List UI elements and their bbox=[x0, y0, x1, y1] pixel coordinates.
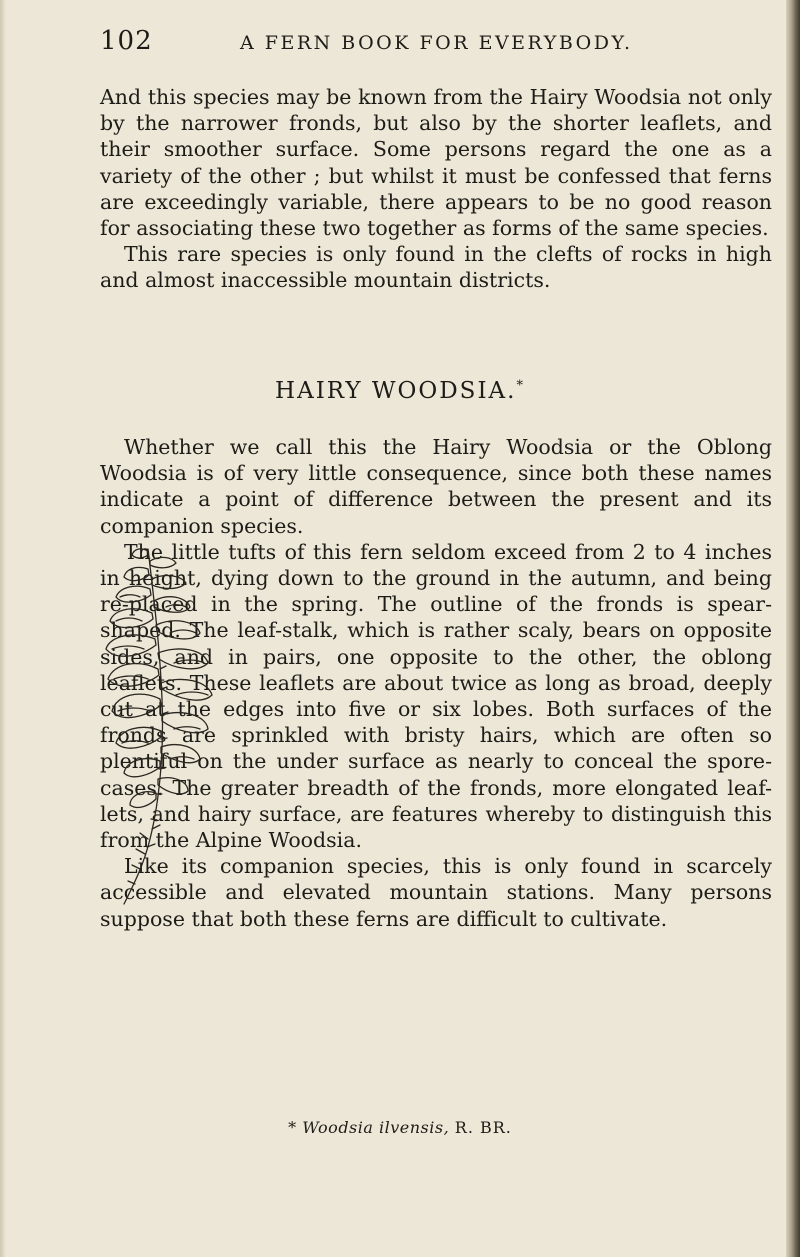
page-binding-edge bbox=[786, 0, 800, 1257]
body-paragraph: Whether we call this the Hairy Woodsia or the Oblong Woodsia is of very little consequence, since both these names indicate a point of difference between the present and its companion species. bbox=[100, 435, 772, 538]
footnote bbox=[0, 1118, 800, 1137]
footnote-marker: * bbox=[516, 378, 525, 394]
page-number: 102 bbox=[100, 26, 153, 56]
page-left-edge bbox=[0, 0, 6, 1257]
section-title bbox=[0, 378, 800, 404]
footnote-species: Woodsia ilvensis, bbox=[302, 1118, 450, 1137]
intro-paragraph: And this species may be known from the Hairy Woodsia not only by the narrower fronds, but also by the shorter leaflets, and their smoother surface. Some persons regard the one as a variety of the other ; but whilst it must be confessed that ferns are exceedingly variable, there appears to be no good reason for associating these two together as forms of the same species. bbox=[100, 85, 772, 241]
intro-paragraph: This rare species is only found in the clefts of rocks in high and almost inaccessible mountain districts. bbox=[100, 242, 772, 293]
footnote-marker: * bbox=[288, 1118, 297, 1137]
fern-frond-illustration-icon bbox=[90, 539, 240, 914]
section-title-text: HAIRY WOODSIA. bbox=[275, 378, 517, 404]
running-head: A FERN BOOK FOR EVERYBODY. bbox=[240, 32, 633, 54]
footnote-authority: R. BR. bbox=[454, 1118, 512, 1137]
illustrated-paragraph-block bbox=[100, 539, 772, 853]
body-paragraph: Like its companion species, this is only found in scarcely accessible and elevated mountain stations. Many persons suppose that both these ferns are difficult to cultivate. bbox=[100, 854, 772, 931]
body-paragraph: The little tufts of this fern seldom exceed from 2 to 4 inches in height, dying down to the ground in the autumn, and being re-placed in the spring. The outline of the fronds is spear-shaped. The leaf-stalk, which is rather scaly, bears on opposite sides, and in pairs, one opposite to the other, the oblong leaflets. These leaflets are about twice as long as broad, deeply cut at the edges into five or six lobes. Both surfaces of the fronds are sprinkled with bristy hairs, which are often so plentiful on the under surface as nearly to conceal the spore-cases. The greater breadth of the fronds, more elongated leaf-lets, and hairy surface, are features whereby to distinguish this from the Alpine Woodsia. bbox=[100, 539, 772, 853]
section-body bbox=[100, 434, 772, 932]
page-header bbox=[100, 26, 775, 60]
intro-text bbox=[100, 84, 772, 294]
